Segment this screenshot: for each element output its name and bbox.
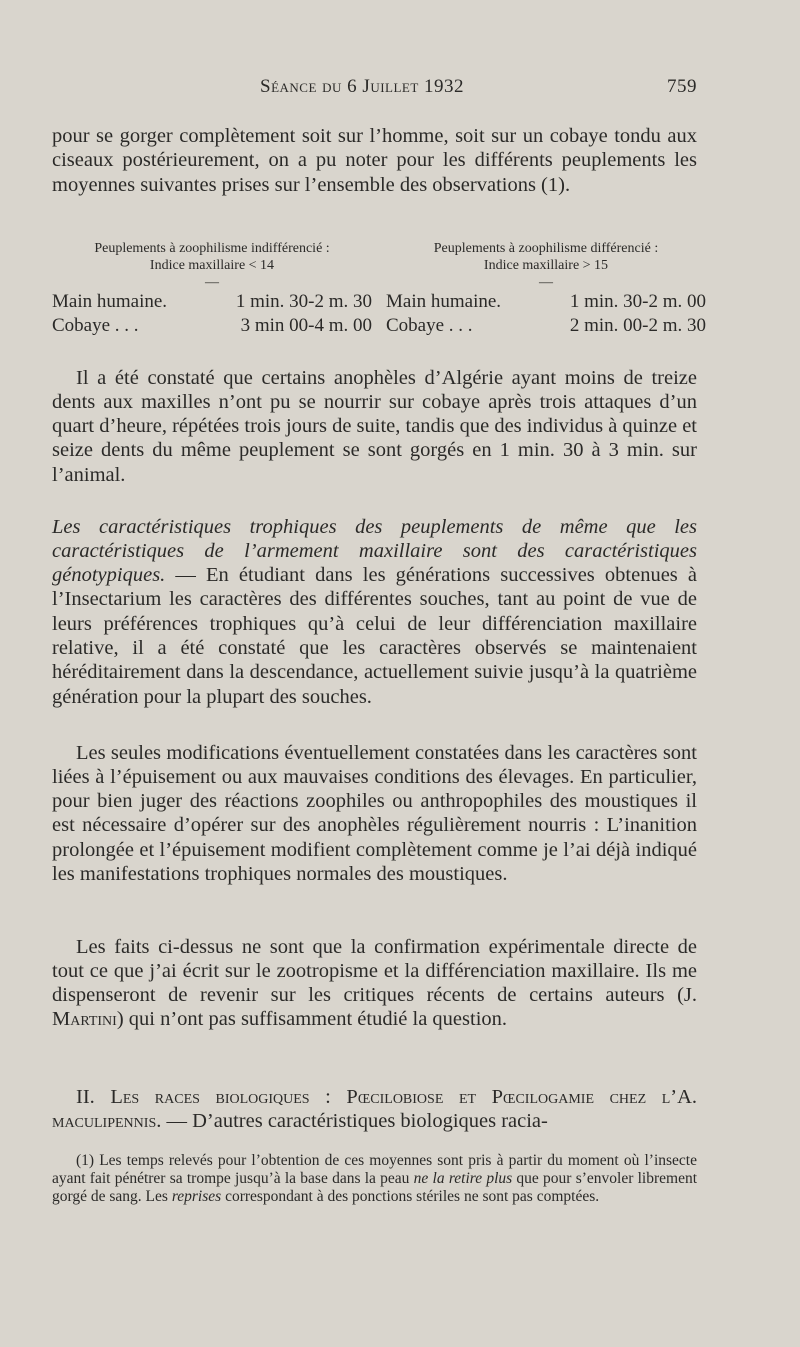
- running-title: Séance du 6 Juillet 1932: [260, 76, 465, 97]
- table-row: [386, 290, 706, 314]
- footnote-text-c: correspondant à des ponctions stériles ne sont pas comptées.: [221, 1188, 600, 1206]
- table-row-label: Cobaye . . .: [386, 315, 473, 336]
- paragraph-1-text: pour se gorger complètement soit sur l’homme, soit sur un cobaye tondu aux ciseaux postérieurement, on a pu noter pour les différents peuplements les moyennes suivantes prises sur l’ensemble des observations (1).: [52, 125, 697, 196]
- table-row-value: 2 min. 00-2 m. 30: [569, 315, 706, 336]
- table-heading: [52, 240, 372, 274]
- table-column-undifferentiated: [52, 240, 372, 338]
- table-heading-line1: Peuplements à zoophilisme indifférencié :: [94, 241, 330, 256]
- author-name: Martini: [52, 1008, 117, 1031]
- table-row-label: Cobaye . . .: [52, 315, 139, 336]
- paragraph-4: Les seules modifications éventuellement constatées dans les caractères sont liées à l’épuisement ou aux mauvaises conditions des élevages. En particulier, pour bien juger des réactions zoophiles ou anthropophiles des moustiques il est nécessaire d’opérer sur des anophèles régulièrement nourris : L’inanition prolongée et l’épuisement modifient complètement comme je l’ai déjà indiqué les manifestations trophiques normales des moustiques.: [52, 741, 697, 885]
- table-column-differentiated: [386, 240, 706, 338]
- table-heading: [386, 240, 706, 274]
- paragraph-5: [52, 935, 697, 1032]
- paragraph-2: Il a été constaté que certains anophèles d’Algérie ayant moins de treize dents aux maxilles n’ont pu se nourrir sur cobaye après trois attaques d’un quart d’heure, répétées trois jours de suite, tandis que des individus à quinze et seize dents du même peuplement se sont gorgés en 1 min. 30 à 3 min. sur l’animal.: [52, 366, 697, 486]
- table-row-label: Main humaine.: [52, 291, 168, 312]
- table-row: [52, 314, 372, 338]
- table-dash: —: [205, 275, 219, 290]
- table-heading-line2: Indice maxillaire < 14: [149, 258, 275, 273]
- paragraph-1: [52, 124, 697, 197]
- page-number: 759: [667, 76, 697, 97]
- paragraph-3: [52, 515, 697, 709]
- paragraph-3-italic-lead: Les caractéristiques trophiques des peuplements de même que les caractéristiques de l’armement maxillaire sont des caractéristiques génotypiques.: [52, 515, 697, 587]
- section-number: II.: [76, 1085, 95, 1108]
- paragraph-5-text-b: ) qui n’ont pas suffisamment étudié la question.: [116, 1008, 508, 1031]
- table-dash: —: [539, 275, 553, 290]
- paragraph-5-text-a: Les faits ci-dessus ne sont que la confirmation expérimentale directe de tout ce que j’ai écrit sur le zootropisme et la différenciation maxillaire. Ils me dispenseront de revenir sur les critiques récents de certains auteurs (J.: [52, 935, 697, 1007]
- table-heading-line2: Indice maxillaire > 15: [483, 258, 609, 273]
- footnote-text-b: que pour s’envoler librement gorgé de sang. Les: [52, 1169, 698, 1206]
- table-row-value: 3 min 00-4 m. 00: [240, 315, 372, 336]
- table-row-value: 1 min. 30-2 m. 30: [235, 291, 372, 312]
- running-header: [52, 76, 697, 106]
- section-heading: [52, 1085, 697, 1134]
- table-row: [386, 314, 706, 338]
- footnote-italic-1: ne la retire plus: [413, 1169, 513, 1187]
- table-row: [52, 290, 372, 314]
- section-title: Les races biologiques : Pœcilobiose et Pœcilogamie chez l’A. maculipennis.: [52, 1085, 698, 1132]
- footnote-text-a: (1) Les temps relevés pour l’obtention de ces moyennes sont pris à partir du moment où l’insecte ayant fait pénétrer sa trompe jusqu’à la base dans la peau: [52, 1151, 697, 1187]
- results-table: [52, 240, 706, 336]
- section-text: — D’autres caractéristiques biologiques racia-: [161, 1109, 548, 1132]
- table-row-label: Main humaine.: [386, 291, 502, 312]
- table-row-value: 1 min. 30-2 m. 00: [569, 291, 706, 312]
- table-heading-line1: Peuplements à zoophilisme différencié :: [433, 241, 659, 256]
- footnote: [52, 1152, 697, 1207]
- paragraph-3-text: — En étudiant dans les générations successives obtenues à l’Insectarium les caractères des différentes souches, tant au point de vue de leurs préférences trophiques qu’à celui de leur différenciation maxillaire relative, il a été constaté que les caractères observés se maintenaient héréditairement dans la descendance, actuellement suivie jusqu’à la quatrième génération pour la plupart des souches.: [52, 564, 697, 708]
- footnote-italic-2: reprises: [171, 1188, 222, 1206]
